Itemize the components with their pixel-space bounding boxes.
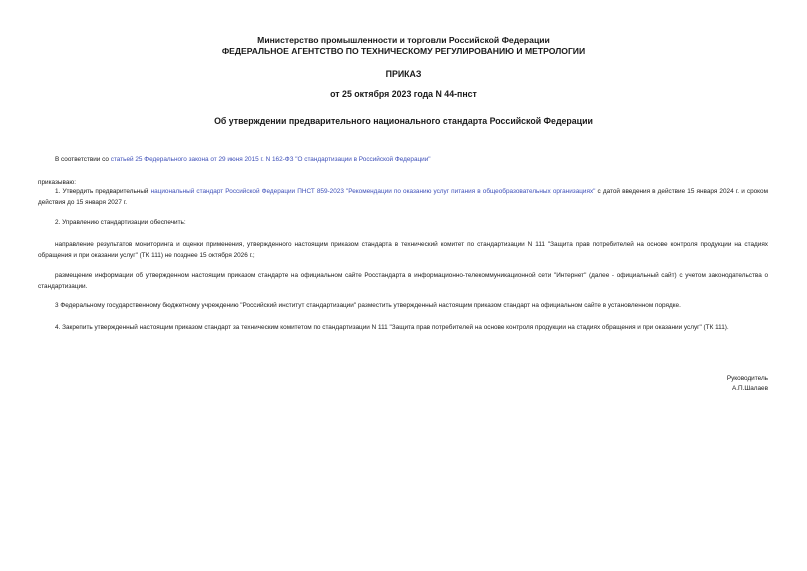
order-word: приказываю: xyxy=(38,179,76,186)
ministry-name: Министерство промышленности и торговли Российской Федерации xyxy=(257,35,550,45)
signature-title: Руководитель xyxy=(726,375,768,382)
item-1-paragraph xyxy=(38,187,768,208)
item-2-subitem-publication: размещение информации об утвержденном настоящим приказом стандарте на официальном сайте Росстандарта в информационно-телекоммуникационной сети "Интернет" (далее - официальный сайт) с учетом законодательства о стандартизации. xyxy=(38,272,768,290)
item-2-subitem-monitoring: направление результатов мониторинга и оценки применения, утвержденного настоящим приказом стандарта в технический комитет по стандартизации N 111 "Защита прав потребителей на основе контроля продукции на стадиях обращения и при оказании услуг" (ТК 111) не позднее 15 октября 2026 г.; xyxy=(38,241,768,259)
signature-name: А.П.Шалаев xyxy=(731,385,768,392)
document-type: ПРИКАЗ xyxy=(385,69,422,79)
basis-law-link[interactable]: статьей 25 Федерального закона от 29 июня 2015 г. N 162-ФЗ "О стандартизации в Российской Федерации" xyxy=(110,156,431,163)
document-date-number: от 25 октября 2023 года N 44-пнст xyxy=(330,89,477,99)
standard-link[interactable]: национальный стандарт Российской Федерации ПНСТ 859-2023 "Рекомендации по оказанию услуг питания в общеобразовательных организациях" xyxy=(150,188,596,195)
item-2-paragraph: 2. Управлению стандартизации обеспечить: xyxy=(55,219,186,226)
item-1-prefix: 1. Утвердить предварительный xyxy=(55,188,151,195)
basis-prefix: В соответствии со xyxy=(55,156,111,163)
item-4-paragraph: 4. Закрепить утвержденный настоящим приказом стандарт за техническим комитетом по стандартизации N 111 "Защита прав потребителей на основе контроля продукции на стадиях обращения и при оказании услуг" (ТК 111). xyxy=(55,324,729,331)
item-1-suffix: с датой введения в действие 15 января 2024 г. и сроком действия до 15 января 2027 г. xyxy=(38,188,768,206)
item-3-paragraph: 3 Федеральному государственному бюджетному учреждению "Российский институт стандартизации" разместить утвержденный настоящим приказом стандарт на официальном сайте в установленном порядке. xyxy=(55,302,681,309)
basis-paragraph xyxy=(38,155,768,166)
agency-name: ФЕДЕРАЛЬНОЕ АГЕНТСТВО ПО ТЕХНИЧЕСКОМУ РЕГУЛИРОВАНИЮ И МЕТРОЛОГИИ xyxy=(221,46,586,56)
document-subject: Об утверждении предварительного национального стандарта Российской Федерации xyxy=(214,116,593,126)
